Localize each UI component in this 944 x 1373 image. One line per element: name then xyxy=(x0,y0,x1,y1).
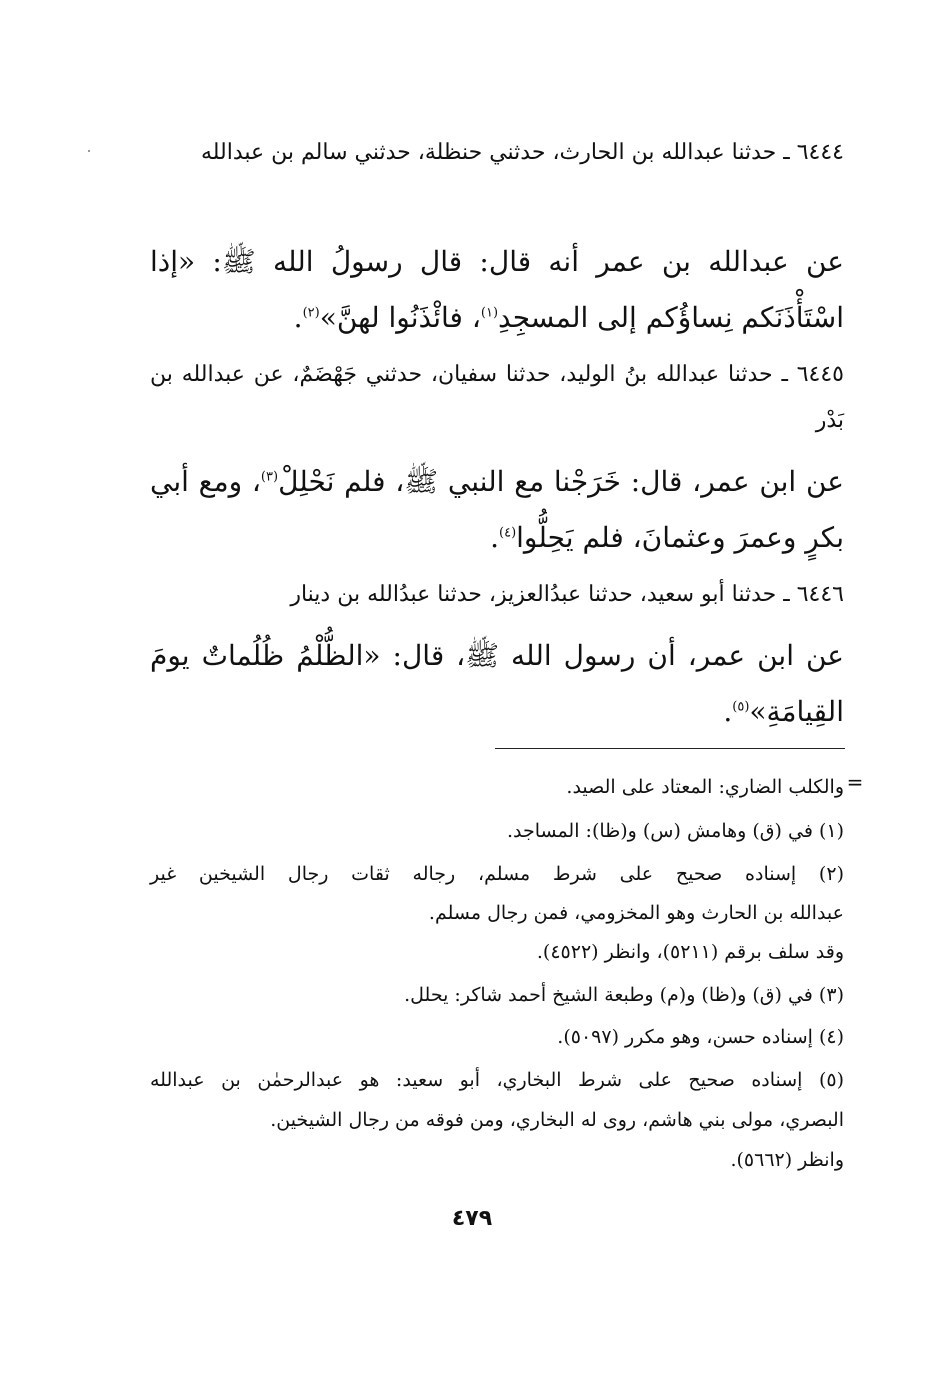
footnote-ref-5[interactable]: (٥) xyxy=(732,699,750,715)
matn-text: عن ابن عمر، قال: خَرَجْنا مع النبي ﷺ، فلم نَحْلِلْ xyxy=(278,465,844,498)
footnote-3: (٣) في (ق) و(ظا) و(م) وطبعة الشيخ أحمد شاكر: يحلل. xyxy=(404,984,844,1006)
hadith-number: ٦٤٤٦ xyxy=(796,582,844,607)
hadith-6445-isnad xyxy=(150,352,844,444)
matn-end: . xyxy=(723,695,733,728)
footnote-ref-2[interactable]: (٢) xyxy=(302,305,320,321)
footnote-5-line-2: البصري، مولى بني هاشم، روى له البخاري، ومن فوقه من رجال الشيخين. xyxy=(270,1109,844,1131)
footnote-2-line-1: (٢) إسناده صحيح على شرط مسلم، رجاله ثقات رجال الشيخين غير xyxy=(150,863,844,885)
footnote-5-line-3: وانظر (٥٦٦٢). xyxy=(730,1149,844,1171)
page-number: ٤٧٩ xyxy=(451,1206,493,1231)
scan-speck xyxy=(88,150,90,152)
footnote-2-line-2: عبدالله بن الحارث وهو المخزومي، فمن رجال مسلم. xyxy=(428,902,844,924)
footnote-ref-1[interactable]: (١) xyxy=(480,305,499,321)
matn-text: عن عبدالله بن عمر أنه قال: قال رسولُ الله ﷺ: «إذا اسْتَأْذَنَكم نِساؤُكم إلى المسجِدِ xyxy=(150,245,844,334)
matn-text: عن ابن عمر، أن رسول الله ﷺ، قال: «الظُّلْمُ ظُلُماتٌ يومَ القِيامَةِ» xyxy=(150,639,844,728)
dash: ـ xyxy=(783,582,790,607)
matn-text: ، ومع أبي بكرٍ وعمرَ وعثمانَ، فلم يَحِلُّوا xyxy=(150,465,844,554)
footnote-4: (٤) إسناده حسن، وهو مكرر (٥٠٩٧). xyxy=(557,1026,844,1048)
dash: ـ xyxy=(781,362,788,387)
hadith-number: ٦٤٤٥ xyxy=(796,362,844,387)
hadith-6446-matn xyxy=(150,628,844,740)
footnote-ref-4[interactable]: (٤) xyxy=(499,525,517,541)
footnote-1: (١) في (ق) وهامش (س) و(ظا): المساجد. xyxy=(506,820,844,842)
isnad-text: حدثنا أبو سعيد، حدثنا عبدُالعزيز، حدثنا عبدُالله بن دينار xyxy=(290,582,777,607)
matn-text: ، فائْذَنُوا لهنَّ» xyxy=(319,301,481,334)
hadith-number: ٦٤٤٤ xyxy=(796,140,844,165)
footnote-5-line-1: (٥) إسناده صحيح على شرط البخاري، أبو سعيد: هو عبدالرحمٰن بن عبدالله xyxy=(150,1069,844,1091)
footnote-ref-3[interactable]: (٣) xyxy=(260,469,279,485)
matn-end: . xyxy=(293,301,303,334)
matn-end: . xyxy=(490,521,500,554)
isnad-text: حدثنا عبدالله بنُ الوليد، حدثنا سفيان، حدثني جَهْضَمٌ، عن عبدالله بن بَدْر xyxy=(150,362,844,433)
footnote-separator xyxy=(495,748,845,749)
hadith-6444-isnad xyxy=(150,130,844,176)
dash: ـ xyxy=(783,140,790,165)
isnad-text: حدثنا عبدالله بن الحارث، حدثني حنظلة، حدثني سالم بن عبدالله xyxy=(200,140,777,165)
continuation-mark: = xyxy=(846,770,864,794)
hadith-6444-matn xyxy=(150,234,844,346)
hadith-6445-matn xyxy=(150,454,844,566)
footnote-continuation: والكلب الضاري: المعتاد على الصيد. xyxy=(566,776,844,798)
hadith-6446-isnad xyxy=(150,572,844,618)
footnote-2-line-3: وقد سلف برقم (٥٢١١)، وانظر (٤٥٢٢). xyxy=(536,941,844,963)
